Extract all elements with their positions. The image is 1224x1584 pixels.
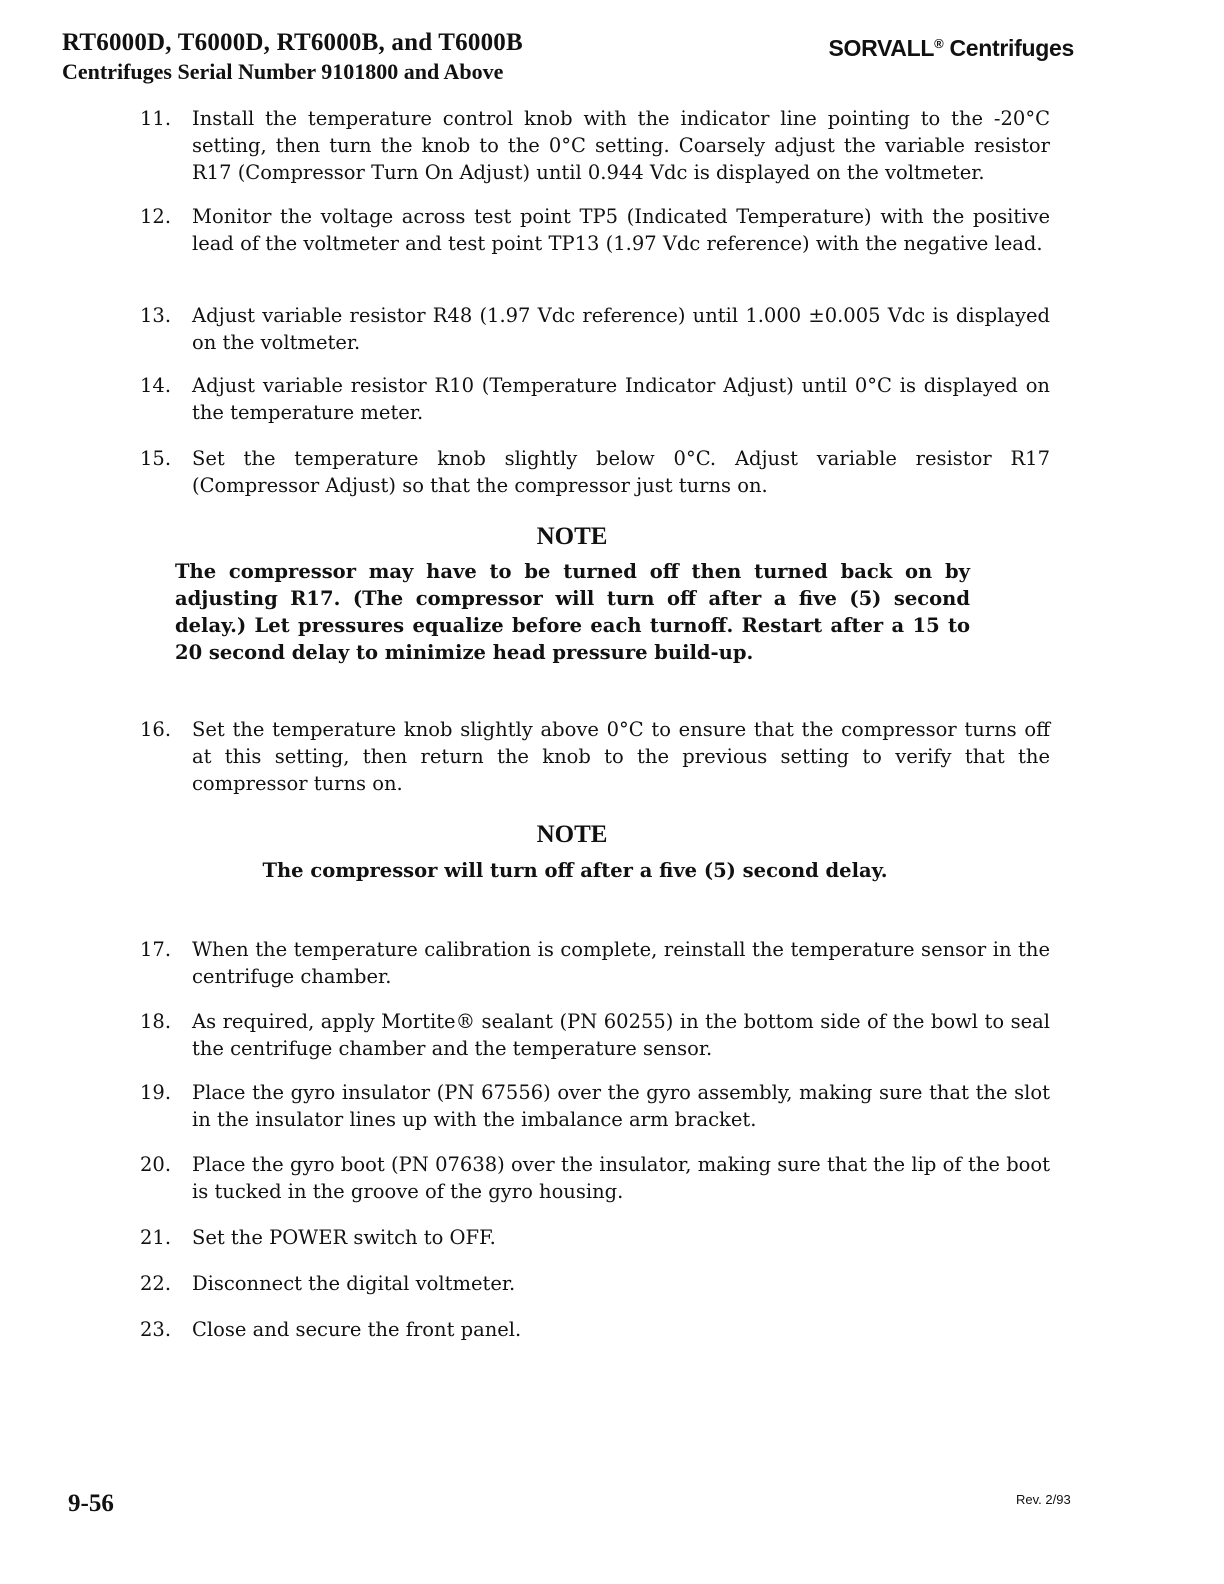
step-text: Set the temperature knob slightly below 0°C. Adjust variable resistor R17 (Compressor Adjust) so that the compressor just turns on. [192, 447, 1050, 497]
step-text: As required, apply Mortite® sealant (PN 60255) in the bottom side of the bowl to seal the centrifuge chamber and the temperature sensor. [192, 1010, 1050, 1060]
note-body: The compressor will turn off after a five (5) second delay. [262, 859, 888, 882]
step-14 [140, 372, 1050, 426]
document-title [62, 28, 523, 86]
step-text: When the temperature calibration is complete, reinstall the temperature sensor in the centrifuge chamber. [192, 938, 1050, 988]
step-number: 14. [140, 374, 172, 397]
step-number: 20. [140, 1153, 172, 1176]
step-15 [140, 445, 1050, 499]
step-number: 21. [140, 1226, 172, 1249]
title-line-1: RT6000D, T6000D, RT6000B, and T6000B [62, 29, 523, 56]
step-text: Install the temperature control knob with the indicator line pointing to the -20°C setting, then turn the knob to the 0°C setting. Coarsely adjust the variable resistor R17 (Compressor Turn On Adjust) until 0.944 Vdc is displayed on the voltmeter. [192, 107, 1050, 184]
revision-label: Rev. 2/93 [1016, 1492, 1071, 1507]
step-text: Disconnect the digital voltmeter. [192, 1272, 516, 1295]
step-21 [140, 1224, 1050, 1251]
step-number: 11. [140, 107, 172, 130]
note-body: The compressor may have to be turned off then turned back on by adjusting R17. (The compressor will turn off after a five (5) second delay.) Let pressures equalize before each turnoff. Restart after a 15 to 20 second delay to minimize head pressure build-up. [175, 560, 970, 664]
step-number: 15. [140, 447, 172, 470]
step-11 [140, 105, 1050, 186]
step-number: 18. [140, 1010, 172, 1033]
step-12 [140, 203, 1050, 257]
step-18 [140, 1008, 1050, 1062]
step-17 [140, 936, 1050, 990]
step-23 [140, 1316, 1050, 1343]
note-heading: NOTE [536, 523, 608, 550]
step-22 [140, 1270, 1050, 1297]
step-number: 17. [140, 938, 172, 961]
step-text: Monitor the voltage across test point TP5 (Indicated Temperature) with the positive lead of the voltmeter and test point TP13 (1.97 Vdc reference) with the negative lead. [192, 205, 1050, 255]
step-number: 12. [140, 205, 172, 228]
step-number: 23. [140, 1318, 172, 1341]
note-heading: NOTE [536, 821, 608, 848]
brand-name: SORVALL [828, 35, 935, 61]
step-20 [140, 1151, 1050, 1205]
step-number: 16. [140, 718, 172, 741]
brand-heading [828, 30, 1074, 62]
step-text: Close and secure the front panel. [192, 1318, 522, 1341]
step-text: Place the gyro boot (PN 07638) over the insulator, making sure that the lip of the boot is tucked in the groove of the gyro housing. [192, 1153, 1050, 1203]
step-text: Place the gyro insulator (PN 67556) over the gyro assembly, making sure that the slot in the insulator lines up with the imbalance arm bracket. [192, 1081, 1050, 1131]
step-16 [140, 716, 1050, 797]
step-text: Set the POWER switch to OFF. [192, 1226, 496, 1249]
step-number: 13. [140, 304, 172, 327]
step-13 [140, 302, 1050, 356]
page-number: 9-56 [68, 1490, 114, 1517]
step-number: 19. [140, 1081, 172, 1104]
brand-suffix: Centrifuges [949, 35, 1074, 61]
title-line-2: Centrifuges Serial Number 9101800 and Above [62, 59, 504, 84]
step-text: Adjust variable resistor R10 (Temperature Indicator Adjust) until 0°C is displayed on the temperature meter. [192, 374, 1050, 424]
step-19 [140, 1079, 1050, 1133]
step-text: Adjust variable resistor R48 (1.97 Vdc reference) until 1.000 ±0.005 Vdc is displayed on the voltmeter. [192, 304, 1050, 354]
step-text: Set the temperature knob slightly above 0°C to ensure that the compressor turns off at this setting, then return the knob to the previous setting to verify that the compressor turns on. [192, 718, 1050, 795]
registered-mark: ® [934, 36, 944, 51]
step-number: 22. [140, 1272, 172, 1295]
